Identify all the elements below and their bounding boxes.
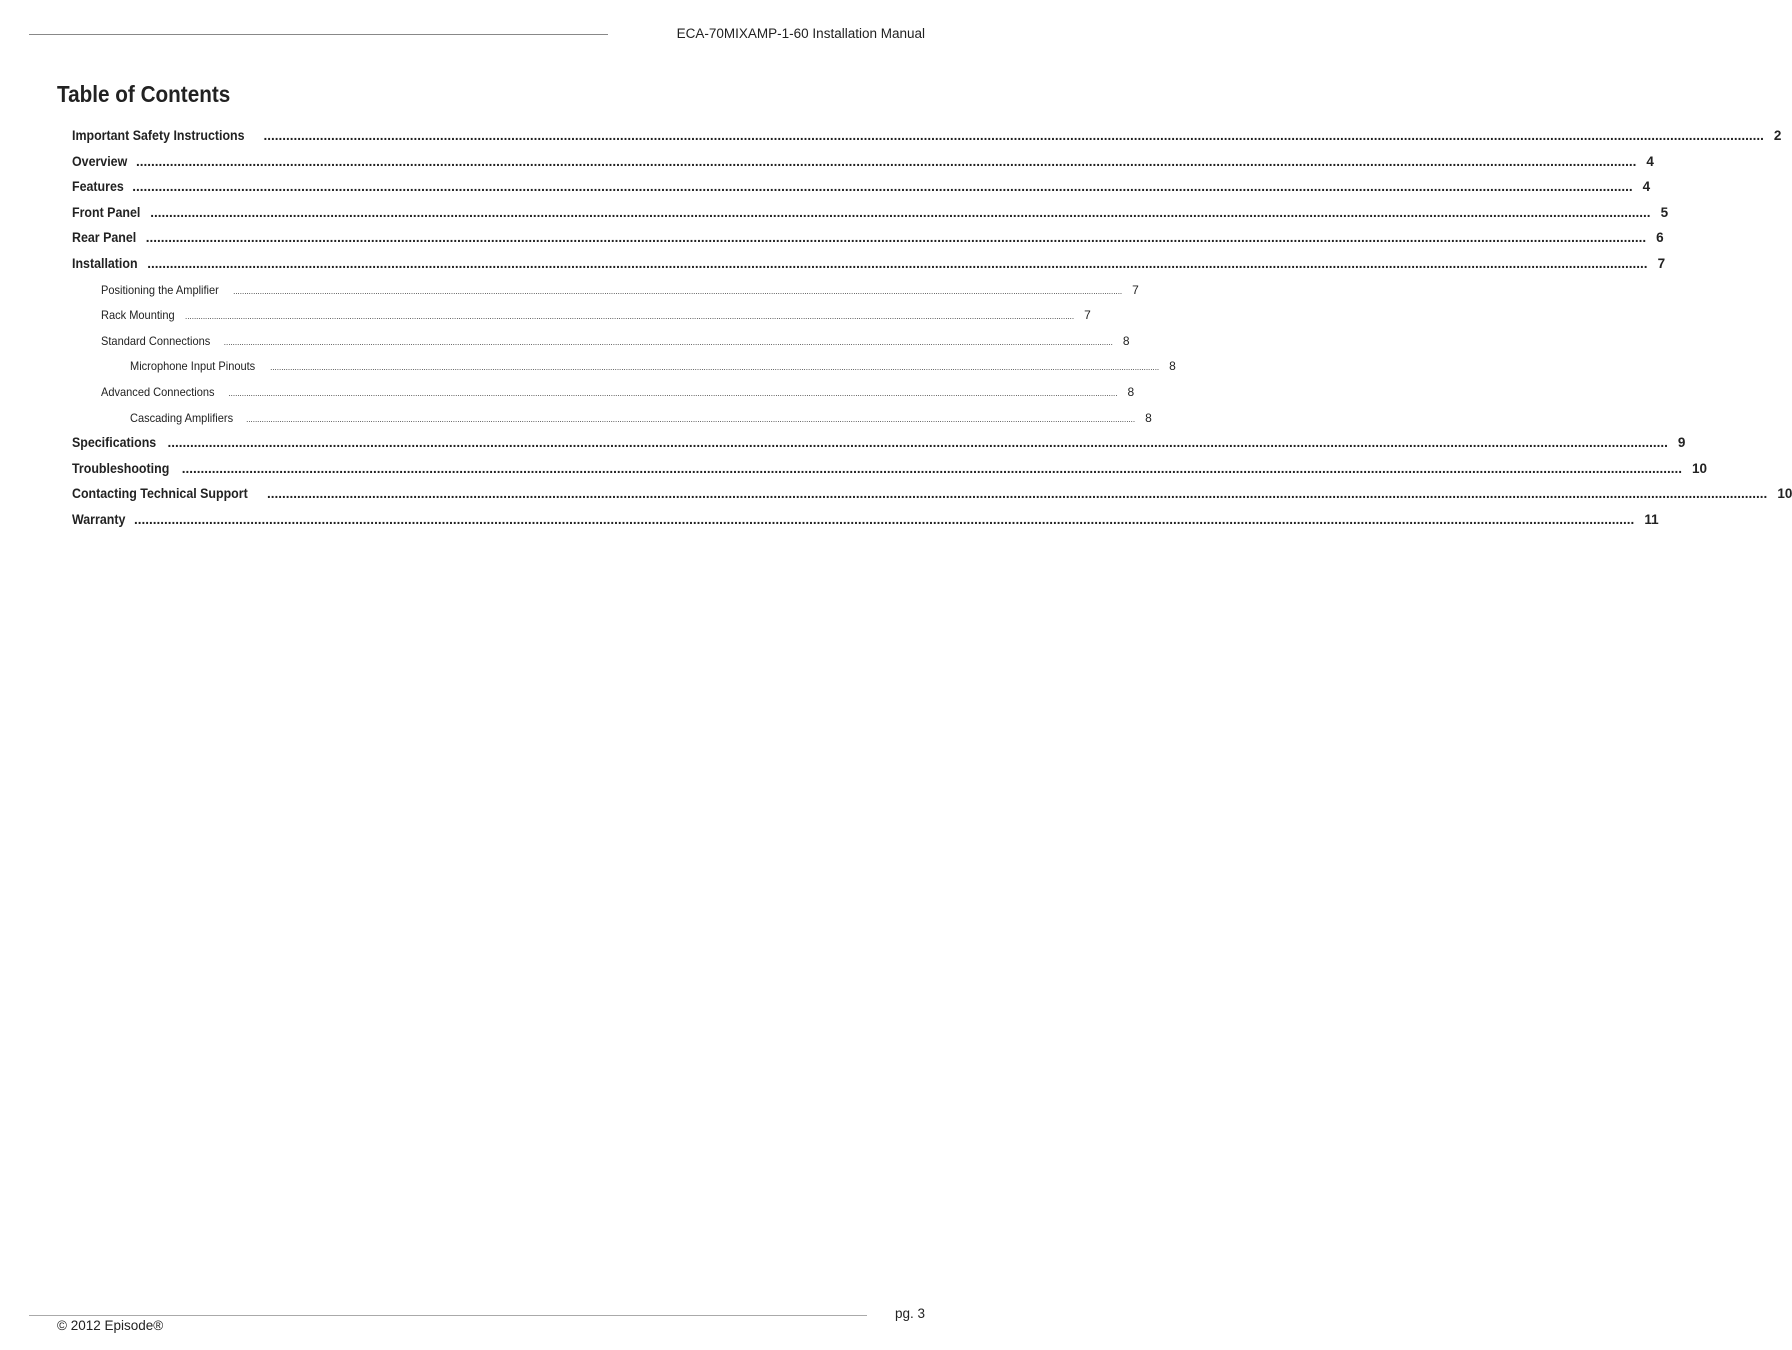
toc-entry-page: 11 — [1644, 511, 1659, 527]
toc-dot-leader: ................................................................................................................................................................................................................................................................................................................................................................................................................ — [185, 312, 1075, 322]
toc-entry[interactable] — [72, 355, 1176, 381]
toc-entry[interactable] — [72, 125, 1782, 151]
toc-entry-label: Installation — [72, 255, 138, 271]
toc-entry-label: Features — [72, 179, 124, 195]
toc-entry[interactable] — [72, 407, 1152, 433]
toc-entry-label: Troubleshooting — [72, 460, 170, 476]
toc-dot-leader: ................................................................................................................................................................................................................................................................................................................................................................................................................ — [267, 486, 1768, 502]
toc-entry[interactable] — [72, 253, 1666, 279]
toc-entry-label: Rear Panel — [72, 230, 137, 246]
toc-entry-label: Standard Connections — [101, 333, 211, 348]
toc-entry-label: Specifications — [72, 435, 157, 451]
toc-entry[interactable] — [72, 279, 1139, 305]
toc-entry-label: Front Panel — [72, 204, 141, 220]
toc-entry[interactable] — [72, 176, 1651, 202]
toc-entry-page: 4 — [1642, 179, 1651, 195]
toc-entry[interactable] — [72, 458, 1708, 484]
toc-entry-label: Microphone Input Pinouts — [130, 359, 256, 374]
toc-entry-page: 10 — [1692, 460, 1708, 476]
toc-dot-leader: ................................................................................................................................................................................................................................................................................................................................................................................................................ — [270, 363, 1160, 373]
toc-entry-page: 9 — [1677, 435, 1686, 451]
toc-entry-page: 10 — [1777, 486, 1792, 502]
manual-title: ECA-70MIXAMP-1-60 Installation Manual — [676, 26, 925, 41]
toc-dot-leader: ................................................................................................................................................................................................................................................................................................................................................................................................................ — [181, 460, 1683, 476]
toc-entry[interactable] — [72, 202, 1669, 228]
toc-dot-leader: ................................................................................................................................................................................................................................................................................................................................................................................................................ — [147, 255, 1648, 271]
toc-entry-page: 6 — [1656, 230, 1664, 246]
toc-dot-leader: ................................................................................................................................................................................................................................................................................................................................................................................................................ — [233, 286, 1123, 296]
toc-dot-leader: ................................................................................................................................................................................................................................................................................................................................................................................................................ — [228, 388, 1118, 398]
page-title: Table of Contents — [57, 81, 231, 107]
toc-entry[interactable] — [72, 330, 1130, 356]
toc-entry-label: Positioning the Amplifier — [101, 282, 219, 297]
toc-entry-label: Cascading Amplifiers — [130, 410, 234, 425]
toc-entry-label: Overview — [72, 153, 128, 169]
toc-dot-leader: ................................................................................................................................................................................................................................................................................................................................................................................................................ — [136, 153, 1637, 169]
toc-entry-label: Advanced Connections — [101, 384, 215, 399]
toc-entry-page: 7 — [1657, 255, 1666, 271]
toc-entry-page: 8 — [1122, 333, 1130, 348]
toc-dot-leader: ................................................................................................................................................................................................................................................................................................................................................................................................................ — [150, 204, 1651, 220]
toc-entry[interactable] — [72, 381, 1135, 407]
toc-entry-page: 2 — [1773, 128, 1782, 143]
toc-entry-label: Warranty — [72, 511, 126, 527]
footer-copyright: © 2012 Episode® — [57, 1318, 164, 1333]
toc-entry[interactable] — [72, 304, 1091, 330]
toc-entry-label: Contacting Technical Support — [72, 486, 248, 502]
toc-entry[interactable] — [72, 151, 1654, 177]
toc-dot-leader: ................................................................................................................................................................................................................................................................................................................................................................................................................ — [246, 414, 1136, 424]
footer-page-number: pg. 3 — [894, 1306, 925, 1321]
toc-entry[interactable] — [72, 483, 1792, 509]
toc-entry-page: 8 — [1169, 359, 1176, 374]
toc-dot-leader: ................................................................................................................................................................................................................................................................................................................................................................................................................ — [263, 128, 1764, 143]
toc-entry-page: 7 — [1084, 308, 1091, 323]
toc-dot-leader: ................................................................................................................................................................................................................................................................................................................................................................................................................ — [132, 179, 1633, 195]
toc-entry-page: 8 — [1145, 410, 1152, 425]
toc-dot-leader: ................................................................................................................................................................................................................................................................................................................................................................................................................ — [167, 435, 1668, 451]
toc-entry[interactable] — [72, 432, 1686, 458]
table-of-contents — [72, 125, 1792, 535]
toc-entry-page: 8 — [1127, 384, 1135, 399]
toc-entry-page: 4 — [1646, 153, 1654, 169]
toc-entry[interactable] — [72, 227, 1664, 253]
footer-rule — [29, 1315, 867, 1316]
toc-entry-page: 7 — [1132, 282, 1139, 297]
toc-entry-label: Rack Mounting — [101, 308, 175, 323]
toc-entry-page: 5 — [1660, 204, 1669, 220]
toc-dot-leader: ................................................................................................................................................................................................................................................................................................................................................................................................................ — [134, 511, 1635, 527]
header-rule — [29, 34, 608, 35]
toc-entry-label: Important Safety Instructions — [72, 128, 245, 143]
toc-dot-leader: ................................................................................................................................................................................................................................................................................................................................................................................................................ — [145, 230, 1647, 246]
toc-entry[interactable] — [72, 509, 1659, 535]
toc-dot-leader: ................................................................................................................................................................................................................................................................................................................................................................................................................ — [223, 337, 1113, 347]
